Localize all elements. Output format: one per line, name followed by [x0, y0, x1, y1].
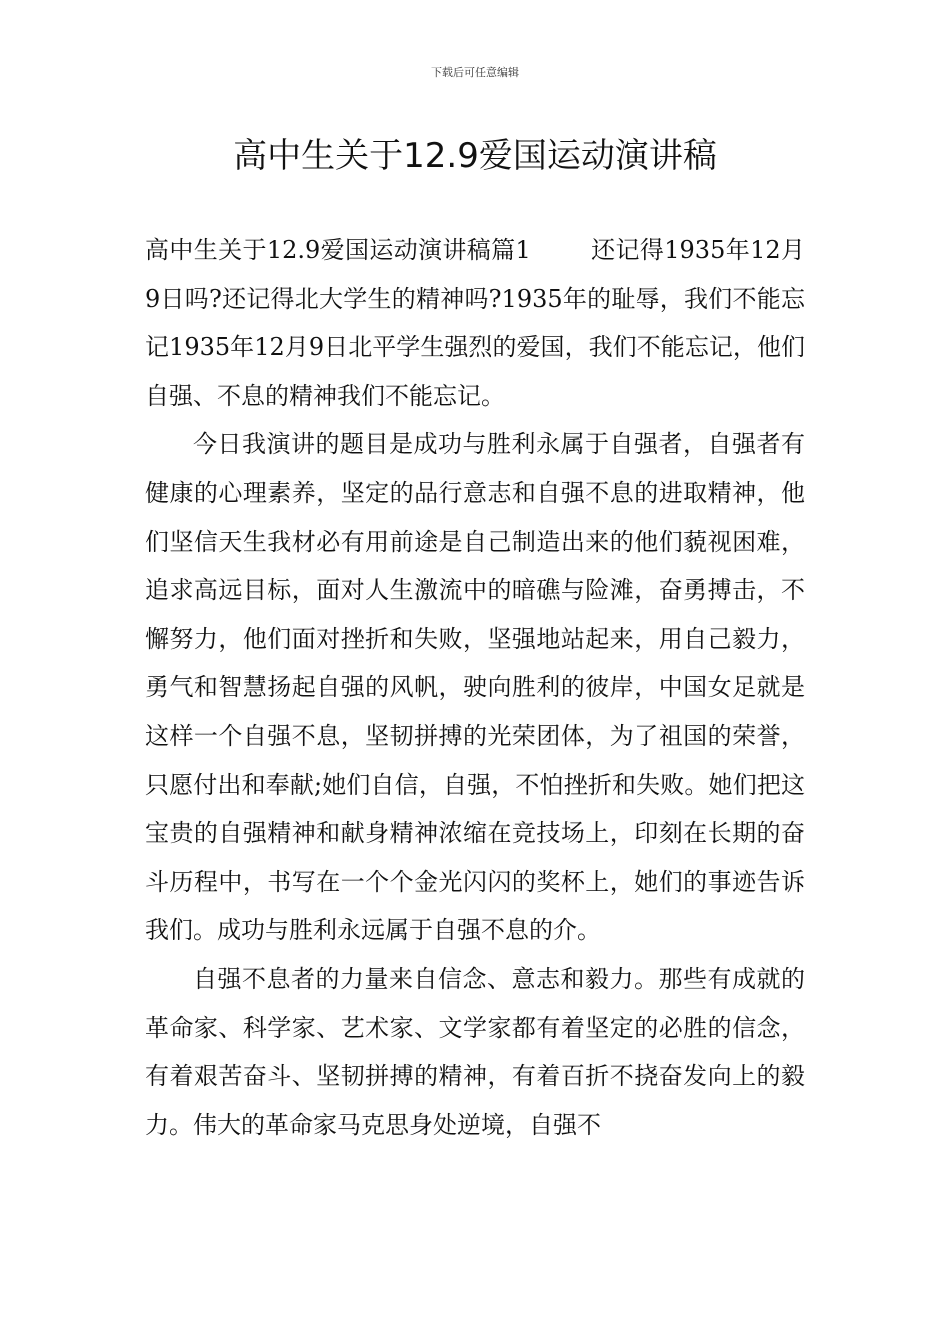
- document-title: 高中生关于12.9爱国运动演讲稿: [233, 136, 717, 176]
- paragraph-1-text: 还记得1935年12月9日吗?还记得北大学生的精神吗?1935年的耻辱，我们不能忘记1935年12月9日北平学生强烈的爱国，我们不能忘记，他们自强、不息的精神我们不能忘记。: [145, 236, 805, 410]
- document-body: [145, 226, 805, 1149]
- paragraph-1: [145, 226, 805, 420]
- paragraph-3: 自强不息者的力量来自信念、意志和毅力。那些有成就的革命家、科学家、艺术家、文学家都有着坚定的必胜的信念，有着艰苦奋斗、坚韧拼搏的精神，有着百折不挠奋发向上的毅力。伟大的革命家马克思身处逆境，自强不: [145, 964, 805, 1139]
- paragraph-2: 今日我演讲的题目是成功与胜利永属于自强者，自强者有健康的心理素养，坚定的品行意志和自强不息的进取精神，他们坚信天生我材必有用前途是自己制造出来的他们藐视困难，追求高远目标，面对人生激流中的暗礁与险滩，奋勇搏击，不懈努力，他们面对挫折和失败，坚强地站起来，用自己毅力，勇气和智慧扬起自强的风帆，驶向胜利的彼岸，中国女足就是这样一个自强不息，坚韧拼搏的光荣团体，为了祖国的荣誉，只愿付出和奉献;她们自信，自强，不怕挫折和失败。她们把这宝贵的自强精神和献身精神浓缩在竞技场上，印刻在长期的奋斗历程中，书写在一个个金光闪闪的奖杯上，她们的事迹告诉我们。成功与胜利永远属于自强不息的介。: [145, 430, 805, 945]
- header-note: 下载后可任意编辑: [431, 66, 519, 79]
- paragraph-1-lead: 高中生关于12.9爱国运动演讲稿篇1: [145, 236, 531, 264]
